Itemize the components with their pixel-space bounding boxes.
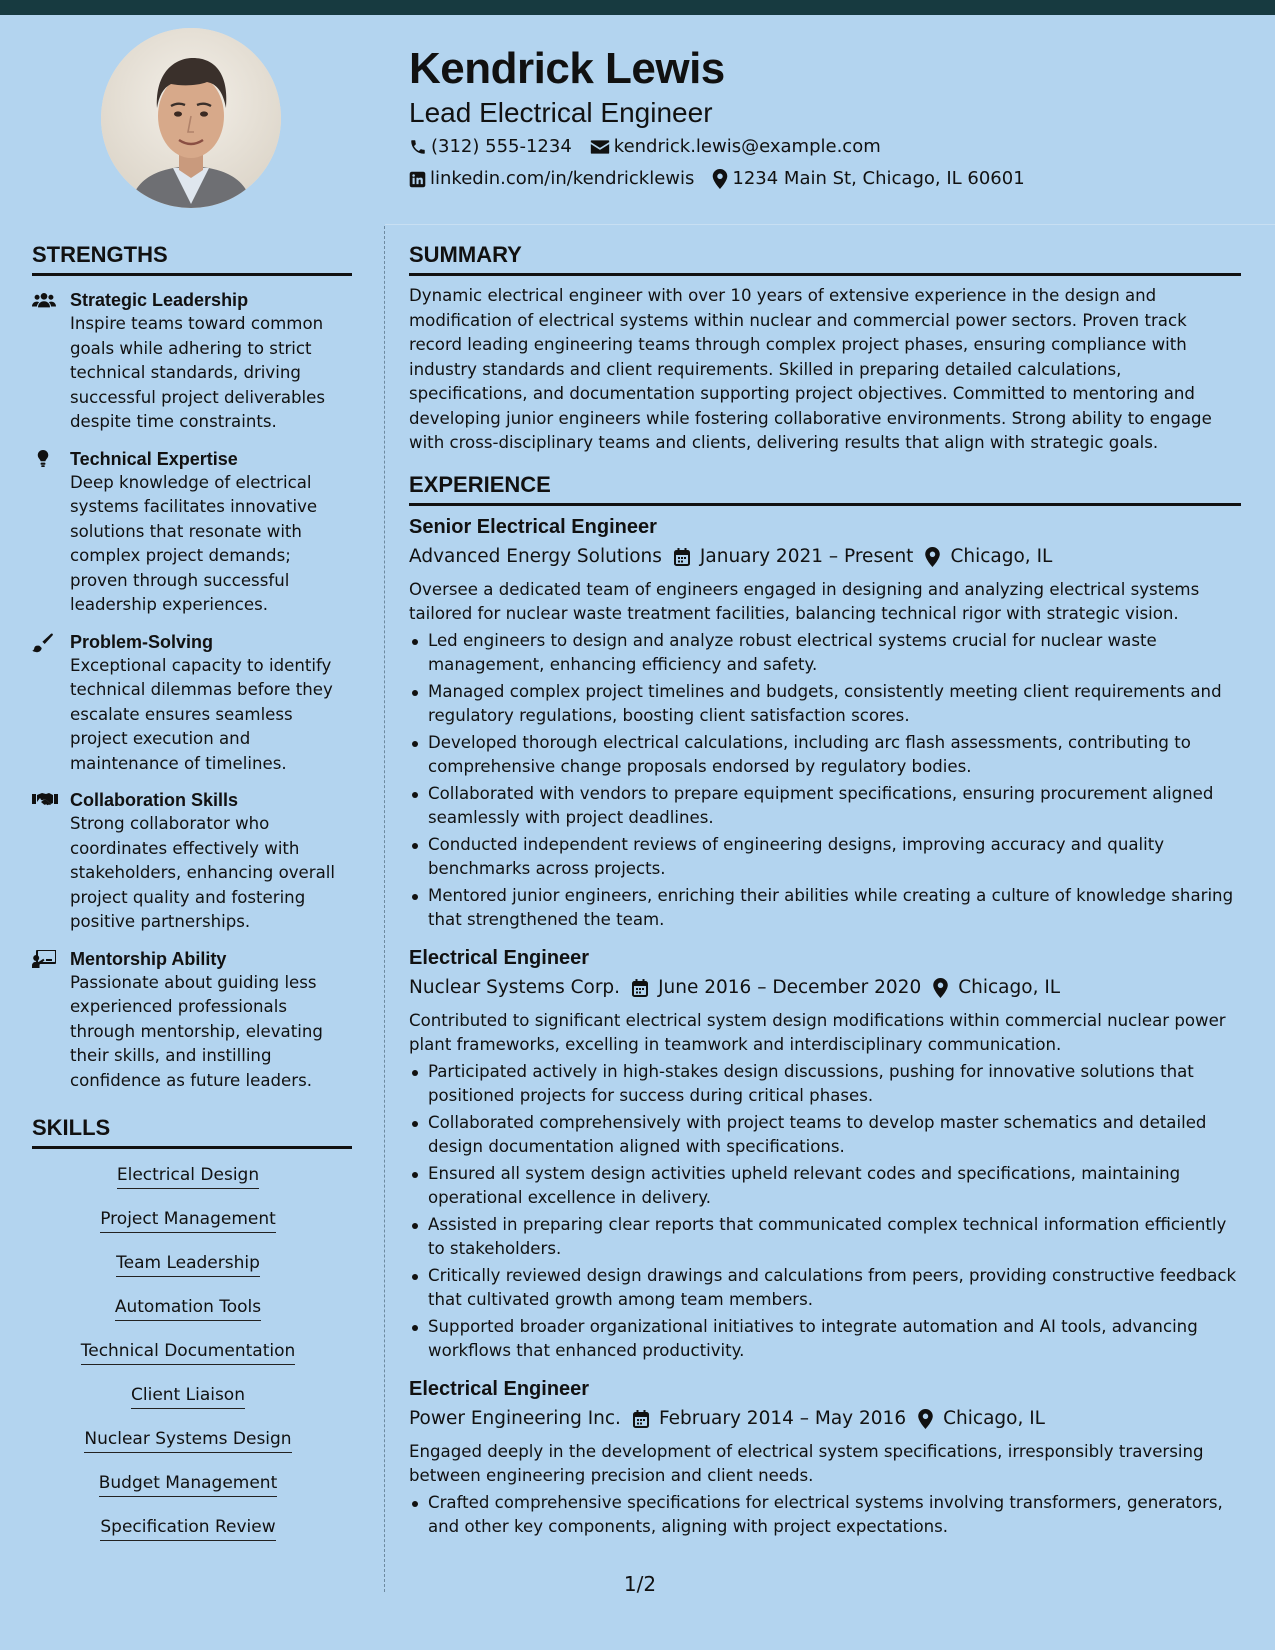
address-item (712, 164, 1024, 194)
strength-title: Strategic Leadership (70, 290, 249, 310)
job-title: Electrical Engineer (409, 946, 590, 969)
skill-item: Nuclear Systems Design (84, 1427, 291, 1453)
map-pin-icon (712, 169, 728, 189)
envelope-icon (590, 138, 610, 156)
list-item: Developed thorough electrical calculations, including arc flash assessments, contributing to comprehensive change proposals endorsed by regulatory bodies. (409, 731, 1241, 780)
calendar-icon (633, 1410, 649, 1428)
phone-text: (312) 555-1234 (431, 136, 572, 157)
job-title: Senior Electrical Engineer (409, 515, 657, 538)
teacher-icon (32, 950, 56, 968)
job-description: Engaged deeply in the development of electrical system specifications, irresponsibly traversing between engineering precision and client needs. (409, 1441, 1204, 1485)
company: Nuclear Systems Corp. (409, 976, 621, 998)
column-divider (384, 226, 385, 1592)
strength-title: Mentorship Ability (70, 948, 227, 969)
skill-item: Electrical Design (117, 1163, 259, 1189)
strength-text: Inspire teams toward common goals while adhering to strict technical standards, driving successful project deliverables despite time constraints. (70, 314, 325, 431)
map-pin-icon (933, 978, 948, 998)
email-item[interactable] (590, 132, 881, 162)
candidate-title: Lead Electrical Engineer (409, 97, 713, 128)
candidate-name: Kendrick Lewis (409, 44, 725, 93)
skills-list (32, 1163, 352, 1559)
strength-item (32, 788, 352, 935)
list-item: Collaborated with vendors to prepare equipment specifications, ensuring procurement aligned seamlessly with project deadlines. (409, 782, 1241, 831)
job-bullets (409, 1060, 1241, 1364)
job-description: Oversee a dedicated team of engineers engaged in designing and analyzing electrical systems tailored for nuclear waste treatment facilities, balancing technical rigor with strategic vision. (409, 579, 1200, 623)
users-icon (32, 291, 56, 309)
list-item: Conducted independent reviews of engineering designs, improving accuracy and quality benchmarks across projects. (409, 833, 1241, 882)
strength-text: Exceptional capacity to identify technical dilemmas before they escalate ensures seamless project execution and maintenance of timelines. (70, 655, 333, 773)
right-column (409, 240, 1241, 1542)
job-title: Electrical Engineer (409, 1377, 590, 1400)
contact-row-1 (409, 132, 1249, 162)
list-item: Supported broader organizational initiatives to integrate automation and AI tools, advancing workflows that enhanced productivity. (409, 1315, 1241, 1364)
job-location: Chicago, IL (943, 1407, 1045, 1429)
skill-item: Technical Documentation (81, 1339, 296, 1365)
list-item: Managed complex project timelines and budgets, consistently meeting client requirements and regulatory regulations, boosting client satisfaction scores. (409, 680, 1241, 729)
top-bar (0, 0, 1275, 15)
strength-item (32, 630, 352, 777)
strength-item (32, 447, 352, 618)
skill-item: Specification Review (100, 1515, 275, 1541)
brush-icon (32, 633, 54, 653)
list-item: Participated actively in high-stakes design discussions, pushing for innovative solutions that positioned projects for success during critical phases. (409, 1060, 1241, 1109)
company: Power Engineering Inc. (409, 1407, 621, 1429)
summary-text: Dynamic electrical engineer with over 10 years of extensive experience in the design and modification of electrical systems within nuclear and commercial power sectors. Proven track record leading engineering teams through complex project phases, ensuring compliance with industry standards and client requirements. Skilled in preparing detailed calculations, specifications, and documentation supporting project objectives. Committed to mentoring and developing junior engineers while fostering collaborative environments. Strong ability to engage with cross-disciplinary teams and clients, delivering results that align with strategic goals. (409, 286, 1212, 452)
left-column (32, 240, 352, 1559)
linkedin-item[interactable] (409, 164, 694, 194)
job-dates: February 2014 – May 2016 (658, 1407, 907, 1429)
job-location: Chicago, IL (950, 545, 1053, 567)
page-number: 1/2 (623, 1572, 657, 1596)
skill-item: Budget Management (99, 1471, 278, 1497)
email-text: kendrick.lewis@example.com (613, 136, 881, 157)
job-dates: June 2016 – December 2020 (658, 976, 922, 998)
map-pin-icon (918, 1409, 933, 1429)
job-bullets (409, 629, 1241, 933)
summary-heading: SUMMARY (409, 240, 1241, 276)
list-item: Led engineers to design and analyze robust electrical systems crucial for nuclear waste management, enhancing efficiency and safety. (409, 629, 1241, 678)
skill-item: Automation Tools (115, 1295, 261, 1321)
job-meta (409, 1404, 1241, 1434)
job-entry (409, 943, 1241, 1364)
job-description: Contributed to significant electrical system design modifications within commercial nuclear power plant frameworks, excelling in teamwork and interdisciplinary communication. (409, 1010, 1226, 1054)
job-dates: January 2021 – Present (699, 545, 914, 567)
skill-item: Project Management (100, 1207, 276, 1233)
job-location: Chicago, IL (958, 976, 1061, 998)
strength-text: Strong collaborator who coordinates effectively with stakeholders, enhancing overall project quality and fostering positive partnerships. (70, 814, 335, 931)
list-item: Crafted comprehensive specifications for electrical systems involving transformers, generators, and other key components, aligning with project expectations. (409, 1491, 1241, 1540)
linkedin-text: linkedin.com/in/kendricklewis (430, 168, 695, 189)
resume-header (409, 42, 1249, 194)
lightbulb-icon (32, 450, 54, 470)
strengths-heading: STRENGTHS (32, 240, 352, 276)
strength-title: Problem-Solving (70, 631, 214, 652)
job-bullets (409, 1491, 1241, 1540)
skill-item: Team Leadership (116, 1251, 260, 1277)
calendar-icon (632, 979, 648, 997)
list-item: Ensured all system design activities upheld relevant codes and specifications, maintaining operational excellence in delivery. (409, 1162, 1241, 1211)
skills-heading: SKILLS (32, 1113, 352, 1149)
job-meta (409, 542, 1241, 572)
handshake-icon (32, 791, 58, 809)
list-item: Mentored junior engineers, enriching their abilities while creating a culture of knowledge sharing that strengthened the team. (409, 884, 1241, 933)
header-divider (385, 224, 1275, 225)
job-entry (409, 1374, 1241, 1540)
calendar-icon (674, 548, 690, 566)
strength-text: Passionate about guiding less experienced professionals through mentorship, elevating their skills, and instilling confidence as future leaders. (70, 972, 323, 1090)
strength-title: Technical Expertise (70, 448, 238, 469)
job-entry (409, 512, 1241, 933)
company: Advanced Energy Solutions (409, 545, 662, 567)
contact-row-2 (409, 164, 1249, 194)
map-pin-icon (925, 547, 940, 567)
phone-icon (409, 138, 427, 156)
experience-heading: EXPERIENCE (409, 470, 1241, 506)
list-item: Assisted in preparing clear reports that communicated complex technical information efficiently to stakeholders. (409, 1213, 1241, 1262)
strength-item (32, 288, 352, 435)
skill-item: Client Liaison (131, 1383, 245, 1409)
profile-photo (101, 28, 281, 208)
strength-text: Deep knowledge of electrical systems facilitates innovative solutions that resonate with complex project demands; proven through successful leadership experiences. (70, 472, 318, 614)
phone-item[interactable] (409, 132, 572, 162)
linkedin-icon (409, 171, 426, 188)
list-item: Critically reviewed design drawings and calculations from peers, providing constructive feedback that cultivated growth among team members. (409, 1264, 1241, 1313)
strength-item (32, 947, 352, 1094)
address-text: 1234 Main St, Chicago, IL 60601 (732, 168, 1025, 189)
strength-title: Collaboration Skills (70, 790, 239, 810)
list-item: Collaborated comprehensively with project teams to develop master schematics and detailed design documentation aligned with specifications. (409, 1111, 1241, 1160)
job-meta (409, 973, 1241, 1003)
